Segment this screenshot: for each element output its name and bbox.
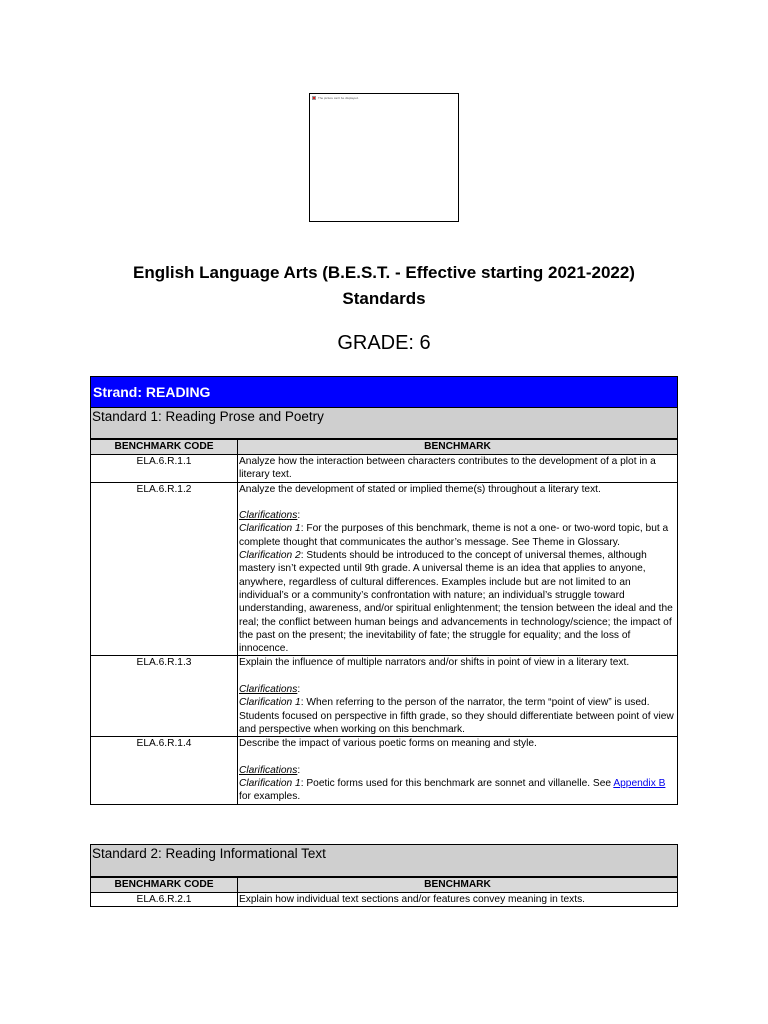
benchmark-code: ELA.6.R.1.3: [91, 656, 238, 737]
clarification-label: Clarification 2: [239, 550, 301, 562]
clarifications-heading: Clarifications:: [239, 510, 301, 522]
clarifications-heading: Clarifications:: [239, 764, 301, 776]
appendix-b-link[interactable]: Appendix B: [613, 778, 666, 790]
clarification-text: : Students should be introduced to the concept of universal themes, although mastery isn’t expected until 9th grade. A universal theme is an idea that applies to anyone, anywhere, regardless of cultural differences. Examples include but are not limited to an individual’s or a community’s confrontation with nature; an individual’s struggle toward understanding, awareness, and/or spiritual enlightenment; the tension between the ideal and the real; the conflict between human beings and advancements in technology/science; the impact of the past on the present; the inevitability of fate; the struggle for equality; and the loss of innocence.: [239, 550, 673, 655]
benchmark-text: Explain the influence of multiple narrators and/or shifts in point of view in a literary text.: [239, 657, 630, 669]
header-benchmark-code: BENCHMARK CODE: [91, 440, 238, 455]
clarification-text: : Poetic forms used for this benchmark are sonnet and villanelle. See: [300, 778, 614, 790]
broken-image-text: The picture can't be displayed.: [318, 96, 359, 100]
clarification-1: [239, 696, 676, 736]
clarification-2: [239, 549, 676, 655]
strand-header: Strand: READING: [90, 376, 678, 407]
benchmark-table-2: [90, 877, 678, 907]
header-benchmark-code: BENCHMARK CODE: [91, 878, 238, 893]
table-row: [91, 482, 678, 656]
header-benchmark: BENCHMARK: [238, 878, 678, 893]
broken-image: [312, 96, 359, 100]
clarification-tail: for examples.: [239, 791, 301, 803]
benchmark-text: Describe the impact of various poetic forms on meaning and style.: [239, 738, 537, 750]
benchmark-code: ELA.6.R.1.1: [91, 455, 238, 483]
standard-2-block: [90, 844, 678, 907]
clarification-1: [239, 777, 676, 804]
title-line-2: Standards: [342, 289, 426, 308]
standard-1-header: Standard 1: Reading Prose and Poetry: [90, 407, 678, 439]
benchmark-code: ELA.6.R.2.1: [91, 893, 238, 907]
benchmark-cell: [238, 737, 678, 804]
table-row: [91, 455, 678, 483]
clarification-label: Clarification 1: [239, 523, 301, 535]
benchmark-cell: [238, 656, 678, 737]
missing-image-placeholder: [309, 93, 459, 222]
clarification-label: Clarification 1: [239, 697, 301, 709]
clarification-label: Clarification 1: [239, 778, 301, 790]
document-title: [0, 260, 768, 312]
table-row: [91, 893, 678, 907]
clarification-text: : When referring to the person of the narrator, the term “point of view” is used. Students focused on perspective in fifth grade, so they should differentiate between point of view and perspective when working on this benchmark.: [239, 697, 674, 735]
benchmark-cell: [238, 482, 678, 656]
benchmark-text: Analyze the development of stated or implied theme(s) throughout a literary text.: [239, 483, 601, 495]
grade-heading: GRADE: 6: [337, 332, 431, 354]
clarification-text: : For the purposes of this benchmark, theme is not a one- or two-word topic, but a complete thought that communicates the author’s message. See Theme in Glossary.: [239, 523, 669, 548]
table-row: [91, 656, 678, 737]
standard-1-block: [90, 376, 678, 805]
title-line-1: English Language Arts (B.E.S.T. - Effective starting 2021-2022): [133, 263, 635, 282]
table-row: [91, 737, 678, 804]
table-header-row: [91, 440, 678, 455]
benchmark-code: ELA.6.R.1.2: [91, 482, 238, 656]
clarification-1: [239, 522, 676, 549]
benchmark-text: Analyze how the interaction between characters contributes to the development of a plot in a literary text.: [238, 455, 678, 483]
benchmark-code: ELA.6.R.1.4: [91, 737, 238, 804]
clarifications-heading: Clarifications:: [239, 684, 301, 696]
benchmark-text: Explain how individual text sections and/or features convey meaning in texts.: [238, 893, 678, 907]
standard-2-header: Standard 2: Reading Informational Text: [90, 844, 678, 877]
header-benchmark: BENCHMARK: [238, 440, 678, 455]
table-header-row: [91, 878, 678, 893]
benchmark-table-1: [90, 439, 678, 805]
broken-image-icon: [312, 96, 316, 100]
